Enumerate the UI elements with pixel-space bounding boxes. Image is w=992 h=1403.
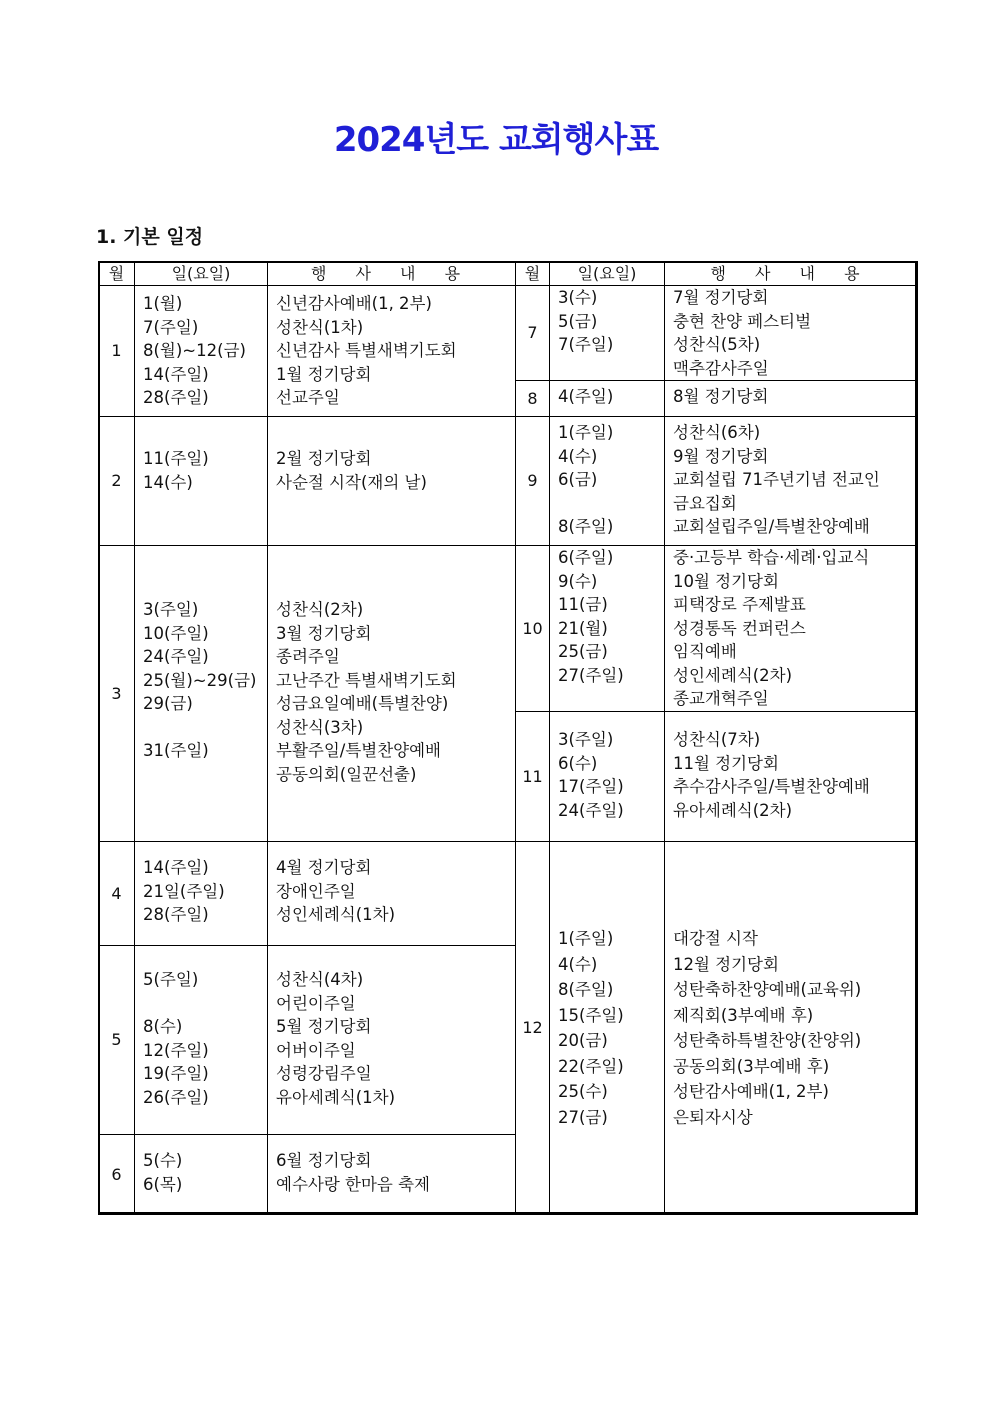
cell-line: 예수사랑 한마음 축제 <box>276 1174 430 1194</box>
cell-line: 신년감사예배(1, 2부) <box>276 294 432 313</box>
cell-line: 10월 정기당회 <box>673 571 779 591</box>
cell-line: 7(주일) <box>558 335 614 354</box>
cell-line: 28(주일) <box>143 388 209 407</box>
cell-line: 5(주일) <box>143 970 199 989</box>
cell-line: 5월 정기당회 <box>276 1017 372 1036</box>
date-cell <box>549 711 665 842</box>
month-cell: 9 <box>515 416 550 546</box>
date-cell <box>549 545 665 712</box>
date-cell <box>134 945 268 1135</box>
event-cell <box>664 841 918 1215</box>
cell-line <box>558 492 664 516</box>
cell-line: 20(금) <box>558 1031 608 1050</box>
cell-line: 교회설립 71주년기념 전교인 <box>673 470 880 489</box>
cell-line: 1(주일) <box>558 929 614 948</box>
cell-line: 공동의회(3부예배 후) <box>673 1056 830 1076</box>
event-cell <box>267 545 516 842</box>
cell-line: 금요집회 <box>673 493 737 513</box>
cell-line: 장애인주일 <box>276 881 356 901</box>
cell-line: 3(주일) <box>143 600 199 619</box>
cell-line: 8월 정기당회 <box>673 387 769 406</box>
cell-line: 성찬식(4차) <box>276 970 364 989</box>
cell-line: 25(수) <box>558 1082 608 1101</box>
page-title: 2024년도 교회행사표 <box>333 120 659 160</box>
cell-line: 14(주일) <box>143 858 209 877</box>
cell-line: 6월 정기당회 <box>276 1151 372 1170</box>
cell-line: 17(주일) <box>558 777 624 796</box>
cell-line: 충현 찬양 페스티벌 <box>673 311 812 331</box>
cell-line: 고난주간 특별새벽기도회 <box>276 670 457 690</box>
cell-line: 유아세례식(2차) <box>673 800 793 820</box>
cell-line: 대강절 시작 <box>673 929 758 948</box>
cell-line: 추수감사주일/특별찬양예배 <box>673 777 870 796</box>
cell-line: 24(주일) <box>558 800 624 820</box>
event-cell <box>664 285 918 381</box>
cell-line: 성경통독 컨퍼런스 <box>673 618 806 638</box>
cell-line: 제직회(3부예배 후) <box>673 1005 814 1025</box>
cell-line: 12월 정기당회 <box>673 954 779 974</box>
cell-line: 성찬식(1차) <box>276 317 364 337</box>
month-cell: 11 <box>515 711 550 842</box>
event-cell <box>664 545 918 712</box>
month-cell: 10 <box>515 545 550 712</box>
cell-line: 중·고등부 학습·세례·입교식 <box>673 548 870 567</box>
cell-line: 11(금) <box>558 595 608 614</box>
event-cell <box>664 416 918 546</box>
cell-line: 은퇴자시상 <box>673 1107 753 1127</box>
cell-line: 4(주일) <box>558 387 614 406</box>
cell-line: 6(금) <box>558 470 598 489</box>
header-date-right: 일(요일) <box>549 261 665 286</box>
cell-line: 성탄축하찬양예배(교육위) <box>673 980 862 999</box>
cell-line: 19(주일) <box>143 1064 209 1083</box>
month-cell: 2 <box>98 416 135 546</box>
date-cell <box>549 841 665 1215</box>
cell-line: 3월 정기당회 <box>276 623 372 643</box>
cell-line: 종교개혁주일 <box>673 689 769 708</box>
cell-line: 15(주일) <box>558 1005 624 1025</box>
date-cell <box>134 545 268 842</box>
cell-line: 22(주일) <box>558 1056 624 1076</box>
cell-line: 21(월) <box>558 618 608 638</box>
event-cell <box>267 416 516 546</box>
cell-line: 성령강림주일 <box>276 1064 372 1083</box>
month-cell: 6 <box>98 1134 135 1215</box>
date-cell <box>549 416 665 546</box>
event-cell <box>664 711 918 842</box>
cell-line: 맥추감사주일 <box>673 358 769 378</box>
month-cell: 3 <box>98 545 135 842</box>
cell-line: 교회설립주일/특별찬양예배 <box>673 517 870 536</box>
cell-line: 3(수) <box>558 288 598 307</box>
cell-line: 31(주일) <box>143 741 209 760</box>
date-cell <box>549 285 665 381</box>
cell-line: 7월 정기당회 <box>673 288 769 307</box>
cell-line: 성탄감사예배(1, 2부) <box>673 1082 829 1101</box>
cell-line: 6(주일) <box>558 548 614 567</box>
cell-line: 성인세례식(2차) <box>673 665 793 685</box>
cell-line: 1(월) <box>143 294 183 313</box>
cell-line: 9월 정기당회 <box>673 446 769 466</box>
date-cell <box>134 1134 268 1215</box>
cell-line: 5(수) <box>143 1151 183 1170</box>
cell-line: 8(주일) <box>558 517 614 536</box>
cell-line: 4(수) <box>558 446 598 466</box>
cell-line: 어린이주일 <box>276 993 356 1013</box>
cell-line: 선교주일 <box>276 388 340 407</box>
cell-line: 성찬식(6차) <box>673 423 761 442</box>
cell-line: 8(주일) <box>558 980 614 999</box>
cell-line: 24(주일) <box>143 647 209 666</box>
cell-line: 유아세례식(1차) <box>276 1087 396 1107</box>
cell-line: 21일(주일) <box>143 881 225 901</box>
header-month-right: 월 <box>515 261 550 286</box>
date-cell <box>134 285 268 417</box>
cell-line: 28(주일) <box>143 905 209 924</box>
month-cell: 7 <box>515 285 550 381</box>
cell-line: 사순절 시작(재의 날) <box>276 472 427 492</box>
cell-line: 성찬식(2차) <box>276 600 364 619</box>
cell-line: 27(금) <box>558 1107 608 1127</box>
cell-line: 10(주일) <box>143 623 209 643</box>
event-cell <box>267 1134 516 1215</box>
month-cell: 4 <box>98 841 135 946</box>
cell-line: 25(금) <box>558 642 608 661</box>
cell-line: 성찬식(3차) <box>276 717 364 737</box>
cell-line: 9(수) <box>558 571 598 591</box>
cell-line: 26(주일) <box>143 1087 209 1107</box>
cell-line: 14(주일) <box>143 364 209 384</box>
month-cell: 5 <box>98 945 135 1135</box>
date-cell <box>134 841 268 946</box>
cell-line: 14(수) <box>143 472 193 492</box>
cell-line: 성찬식(5차) <box>673 335 761 354</box>
cell-line: 12(주일) <box>143 1040 209 1060</box>
cell-line: 종려주일 <box>276 647 340 666</box>
cell-line: 8(월)~12(금) <box>143 341 246 360</box>
cell-line: 4(수) <box>558 954 598 974</box>
cell-line: 11월 정기당회 <box>673 753 779 773</box>
date-cell <box>134 416 268 546</box>
month-cell: 12 <box>515 841 550 1215</box>
cell-line: 6(목) <box>143 1174 183 1194</box>
cell-line: 1(주일) <box>558 423 614 442</box>
date-cell <box>549 380 665 417</box>
cell-line: 임직예배 <box>673 642 737 661</box>
cell-line: 11(주일) <box>143 449 209 468</box>
cell-line: 27(주일) <box>558 665 624 685</box>
event-cell <box>664 380 918 417</box>
cell-line: 8(수) <box>143 1017 183 1036</box>
header-event-right: 행 사 내 용 <box>664 261 918 286</box>
cell-line: 신년감사 특별새벽기도회 <box>276 341 457 360</box>
cell-line: 4월 정기당회 <box>276 858 372 877</box>
cell-line: 어버이주일 <box>276 1040 356 1060</box>
cell-line: 성금요일예배(특별찬양) <box>276 694 449 713</box>
cell-line: 6(수) <box>558 753 598 773</box>
month-cell: 8 <box>515 380 550 417</box>
cell-line: 성인세례식(1차) <box>276 905 396 924</box>
cell-line: 공동의회(일꾼선출) <box>276 764 417 784</box>
schedule-table <box>98 261 917 1214</box>
header-date-left: 일(요일) <box>134 261 268 286</box>
header-month-left: 월 <box>98 261 135 286</box>
cell-line: 25(월)~29(금) <box>143 670 257 690</box>
section-heading: 1. 기본 일정 <box>96 226 204 248</box>
cell-line: 부활주일/특별찬양예배 <box>276 741 441 760</box>
cell-line: 5(금) <box>558 311 598 331</box>
cell-line: 3(주일) <box>558 730 614 749</box>
cell-line: 2월 정기당회 <box>276 449 372 468</box>
cell-line: 피택장로 주제발표 <box>673 595 806 614</box>
cell-line: 7(주일) <box>143 317 199 337</box>
cell-line: 1월 정기당회 <box>276 364 372 384</box>
event-cell <box>267 841 516 946</box>
cell-line: 성찬식(7차) <box>673 730 761 749</box>
cell-line <box>143 992 267 1016</box>
event-cell <box>267 945 516 1135</box>
cell-line: 29(금) <box>143 694 193 713</box>
month-cell: 1 <box>98 285 135 417</box>
cell-line: 성탄축하특별찬양(찬양위) <box>673 1031 862 1050</box>
header-event-left: 행 사 내 용 <box>267 261 516 286</box>
cell-line <box>143 716 267 740</box>
event-cell <box>267 285 516 417</box>
